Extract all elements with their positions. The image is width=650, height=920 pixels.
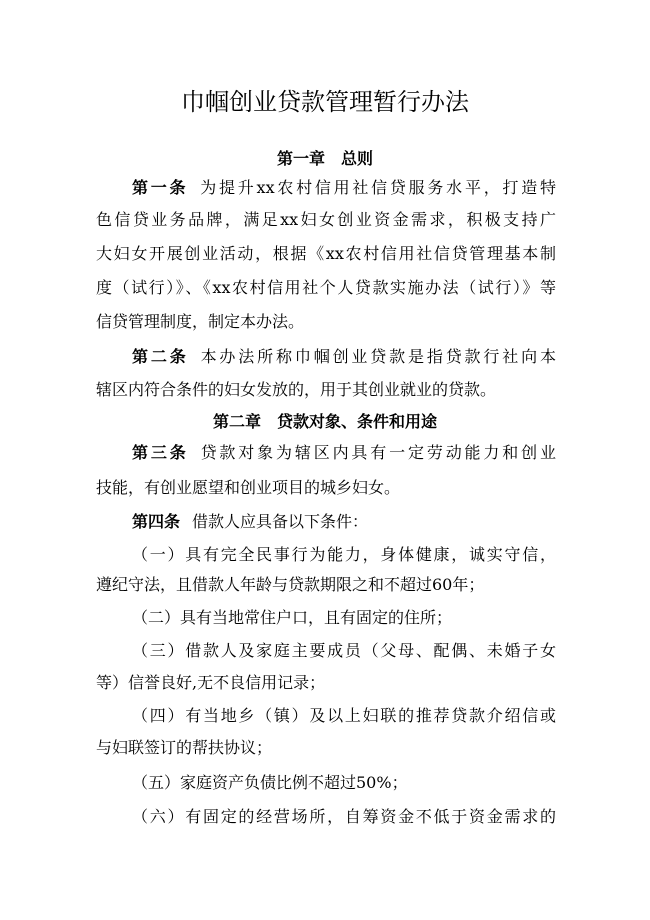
article-3-line-2: 技能，有创业愿望和创业项目的城乡妇女。 [96, 478, 401, 497]
chapter-1-heading [0, 147, 650, 171]
article-4-label: 第四条 [132, 512, 181, 531]
article-1-line-5: 信贷管理制度，制定本办法。 [96, 312, 305, 331]
article-2-label: 第二条 [132, 347, 189, 366]
article-4-line-1: 第四条 借款人应具备以下条件： [132, 512, 369, 531]
condition-6-line-1: （六）有固定的经营场所，自筹资金不低于资金需求的 [132, 807, 556, 826]
condition-1-line-1: （一）具有完全民事行为能力，身体健康，诚实守信， [132, 545, 556, 564]
chapter-2-heading [0, 410, 650, 434]
article-2-line-1: 第二条 本办法所称巾帼创业贷款是指贷款行社向本 [132, 347, 556, 366]
condition-1-line-2: 遵纪守法，且借款人年龄与贷款期限之和不超过60年； [96, 575, 485, 594]
condition-2-line-1: （二）具有当地常住户口，且有固定的住所； [132, 608, 453, 627]
chapter-2-name: 贷款对象、条件和用途 [277, 412, 438, 431]
article-1-line-2: 色信贷业务品牌，满足xx妇女创业资金需求，积极支持广 [96, 210, 556, 229]
condition-4-line-1: （四）有当地乡（镇）及以上妇联的推荐贷款介绍信或 [132, 706, 556, 725]
document-title: 巾帼创业贷款管理暂行办法 [181, 88, 469, 116]
article-1-line-4: 度（试行）》、《xx农村信用社个人贷款实施办法（试行）》等 [96, 278, 556, 297]
condition-3-line-1: （三）借款人及家庭主要成员（父母、配偶、未婚子女 [132, 641, 556, 660]
condition-3-line-2: 等）信誉良好,无不良信用记录； [96, 673, 326, 692]
condition-4-line-2: 与妇联签订的帮扶协议； [96, 738, 273, 757]
article-3-line-1: 第三条 贷款对象为辖区内具有一定劳动能力和创业 [132, 443, 556, 462]
condition-5-line-1: （五）家庭资产负债比例不超过50%； [132, 773, 408, 792]
chapter-1-name: 总则 [341, 149, 374, 168]
article-3-label: 第三条 [132, 443, 189, 462]
chapter-1-number: 第一章 [276, 149, 325, 168]
article-1-line-1: 第一条 为提升xx农村信用社信贷服务水平，打造特 [132, 178, 556, 197]
article-1-label: 第一条 [132, 178, 189, 197]
chapter-2-number: 第二章 [212, 412, 261, 431]
article-2-line-2: 辖区内符合条件的妇女发放的，用于其创业就业的贷款。 [96, 380, 497, 399]
article-1-line-3: 大妇女开展创业活动，根据《xx农村信用社信贷管理基本制 [96, 244, 556, 263]
